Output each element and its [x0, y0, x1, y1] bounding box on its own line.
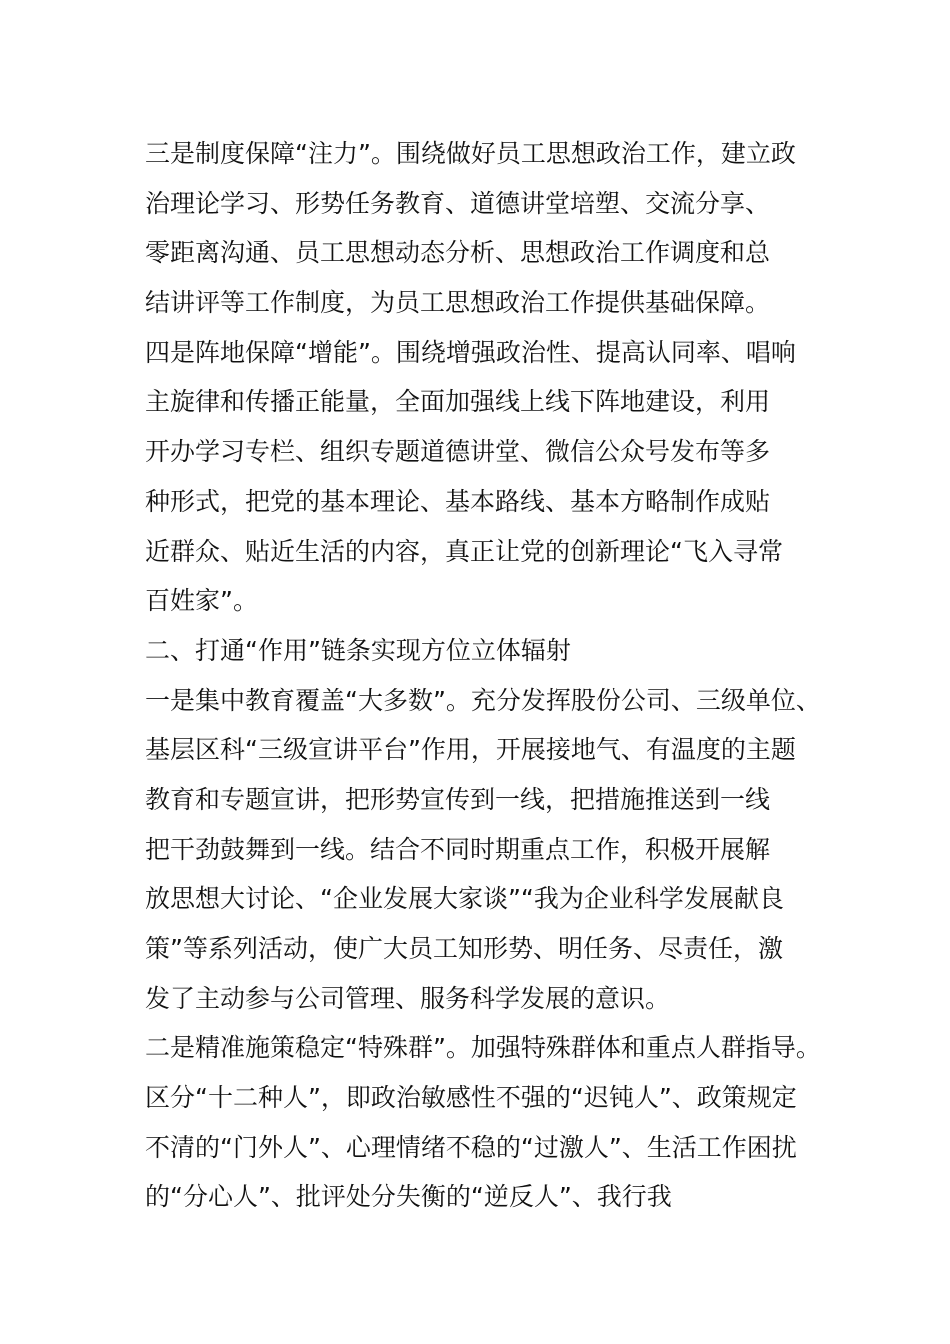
text-line: 结讲评等工作制度，为员工思想政治工作提供基础保障。: [145, 288, 771, 318]
text-line: 发了主动参与公司管理、服务科学发展的意识。: [145, 983, 671, 1013]
text-line: 把干劲鼓舞到一线。结合不同时期重点工作，积极开展解: [145, 834, 771, 864]
text-line: 主旋律和传播正能量，全面加强线上线下阵地建设，利用: [145, 387, 771, 417]
text-line: 三是制度保障“注力”。围绕做好员工思想政治工作，建立政: [145, 139, 796, 168]
text-line: 二是精准施策稳定“特殊群”。加强特殊群体和重点人群指导。: [145, 1033, 821, 1063]
text-line: 策”等系列活动，使广大员工知形势、明任务、尽责任，激: [145, 934, 783, 963]
text-line: 开办学习专栏、组织专题道德讲堂、微信公众号发布等多: [145, 437, 771, 467]
text-line: 百姓家”。: [145, 586, 258, 616]
text-line: 教育和专题宣讲，把形势宣传到一线，把措施推送到一线: [145, 784, 771, 814]
text-line: 种形式，把党的基本理论、基本路线、基本方略制作成贴: [145, 486, 771, 516]
text-line: 近群众、贴近生活的内容，真正让党的创新理论“飞入寻常: [145, 536, 783, 566]
section-heading: 二、打通“作用”链条实现方位立体辐射: [145, 635, 571, 665]
text-line: 一是集中教育覆盖“大多数”。充分发挥股份公司、三级单位、: [145, 685, 821, 715]
text-line: 基层区科“三级宣讲平台”作用，开展接地气、有温度的主题: [145, 735, 796, 765]
text-line: 的“分心人”、批评处分失衡的“逆反人”、我行我: [145, 1182, 672, 1212]
text-line: 治理论学习、形势任务教育、道德讲堂培塑、交流分享、: [145, 188, 771, 218]
text-line: 不清的“门外人”、心理情绪不稳的“过激人”、生活工作困扰: [145, 1132, 797, 1162]
text-line: 四是阵地保障“增能”。围绕增强政治性、提高认同率、唱响: [145, 337, 796, 367]
text-line: 零距离沟通、员工思想动态分析、思想政治工作调度和总: [145, 238, 771, 268]
text-line: 放思想大讨论、“企业发展大家谈”“我为企业科学发展献良: [145, 884, 784, 914]
body-text: [145, 129, 845, 1222]
text-line: 区分“十二种人”，即政治敏感性不强的“迟钝人”、政策规定: [145, 1083, 797, 1113]
